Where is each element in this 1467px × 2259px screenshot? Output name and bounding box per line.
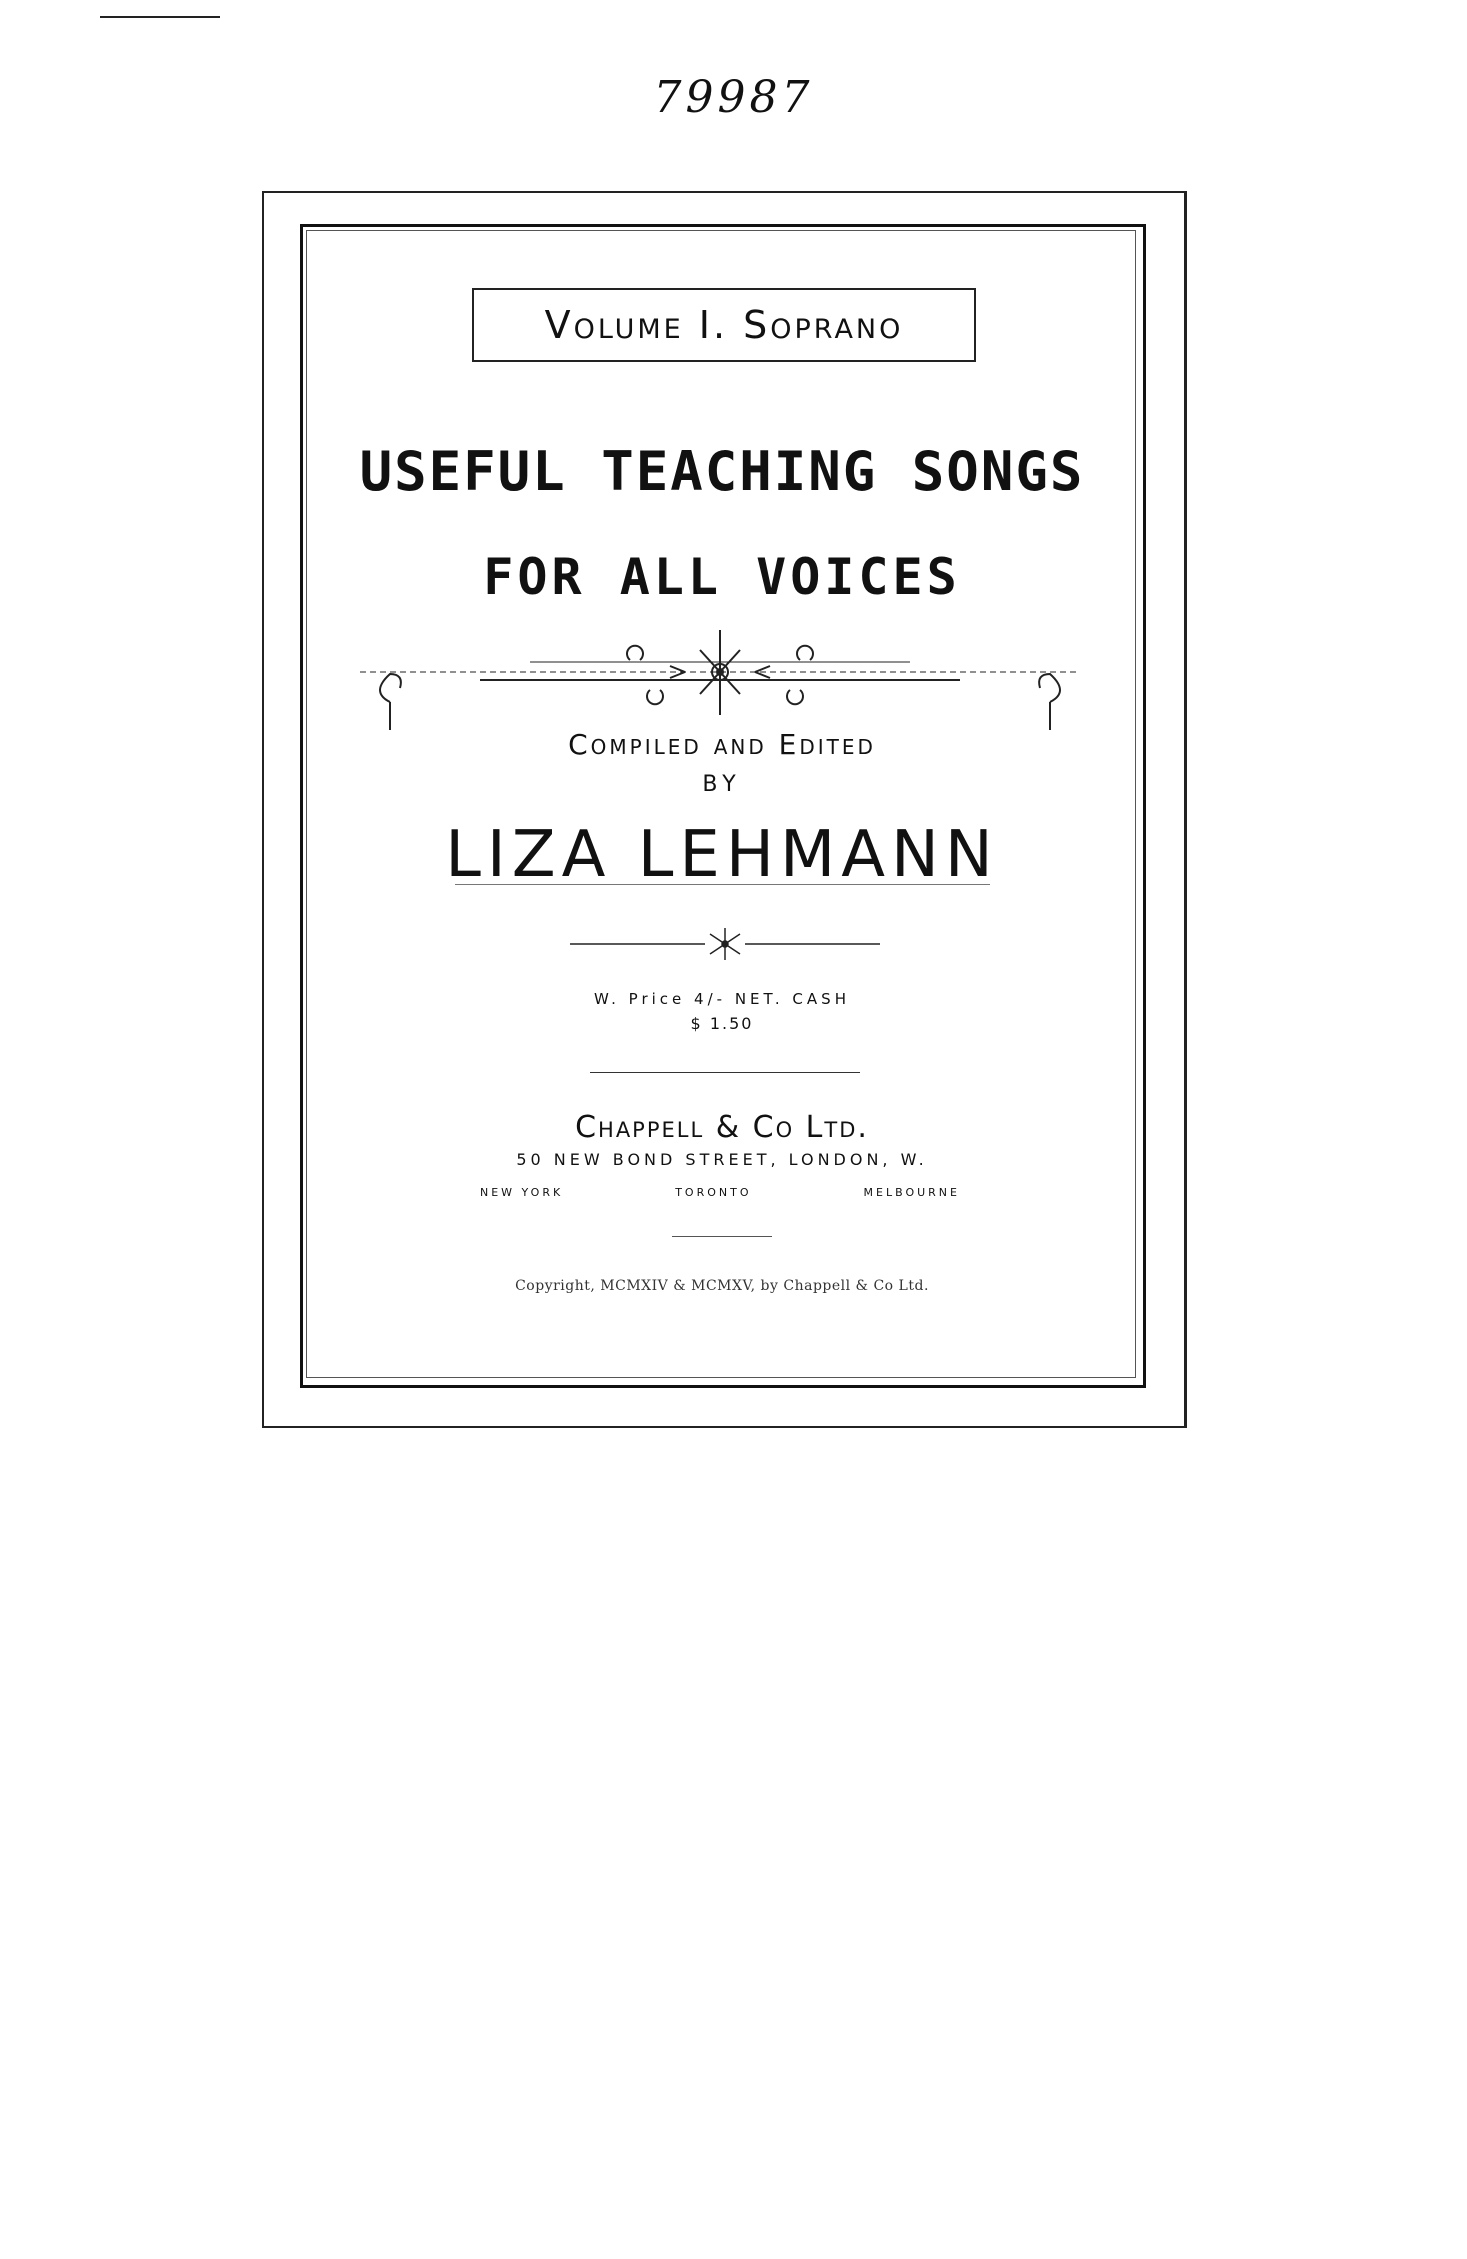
city-melbourne: MELBOURNE: [863, 1186, 960, 1199]
main-title: USEFUL TEACHING SONGS: [359, 440, 1085, 503]
volume-label: [472, 288, 976, 362]
publisher-address: 50 NEW BOND STREET, LONDON, W.: [516, 1150, 928, 1169]
city-toronto: TORONTO: [675, 1186, 752, 1199]
divider-rule-short: [672, 1236, 772, 1237]
city-new-york: NEW YORK: [480, 1186, 564, 1199]
author-name: LIZA LEHMANN: [445, 818, 999, 892]
author-underline: [455, 884, 990, 885]
by-line: BY: [702, 772, 742, 797]
title-ornament: [360, 610, 1080, 730]
inner-frame-inset: [306, 230, 1136, 1378]
stray-scan-line: [100, 16, 220, 18]
volume-text: Volume I. Soprano: [544, 303, 904, 347]
compiled-and-edited: Compiled and Edited: [568, 728, 876, 761]
divider-rule: [590, 1072, 860, 1073]
publisher-name: Chappell & Co Ltd.: [575, 1110, 869, 1145]
copyright-notice: Copyright, MCMXIV & MCMXV, by Chappell & Co Ltd.: [515, 1278, 929, 1294]
price-usd: $ 1.50: [690, 1014, 754, 1033]
subtitle: FOR ALL VOICES: [483, 548, 961, 606]
small-ornament: [570, 924, 880, 964]
price-line: W. Price 4/- NET. CASH: [594, 990, 850, 1008]
catalog-number: 79987: [653, 72, 814, 123]
publisher-cities: [480, 1186, 960, 1199]
